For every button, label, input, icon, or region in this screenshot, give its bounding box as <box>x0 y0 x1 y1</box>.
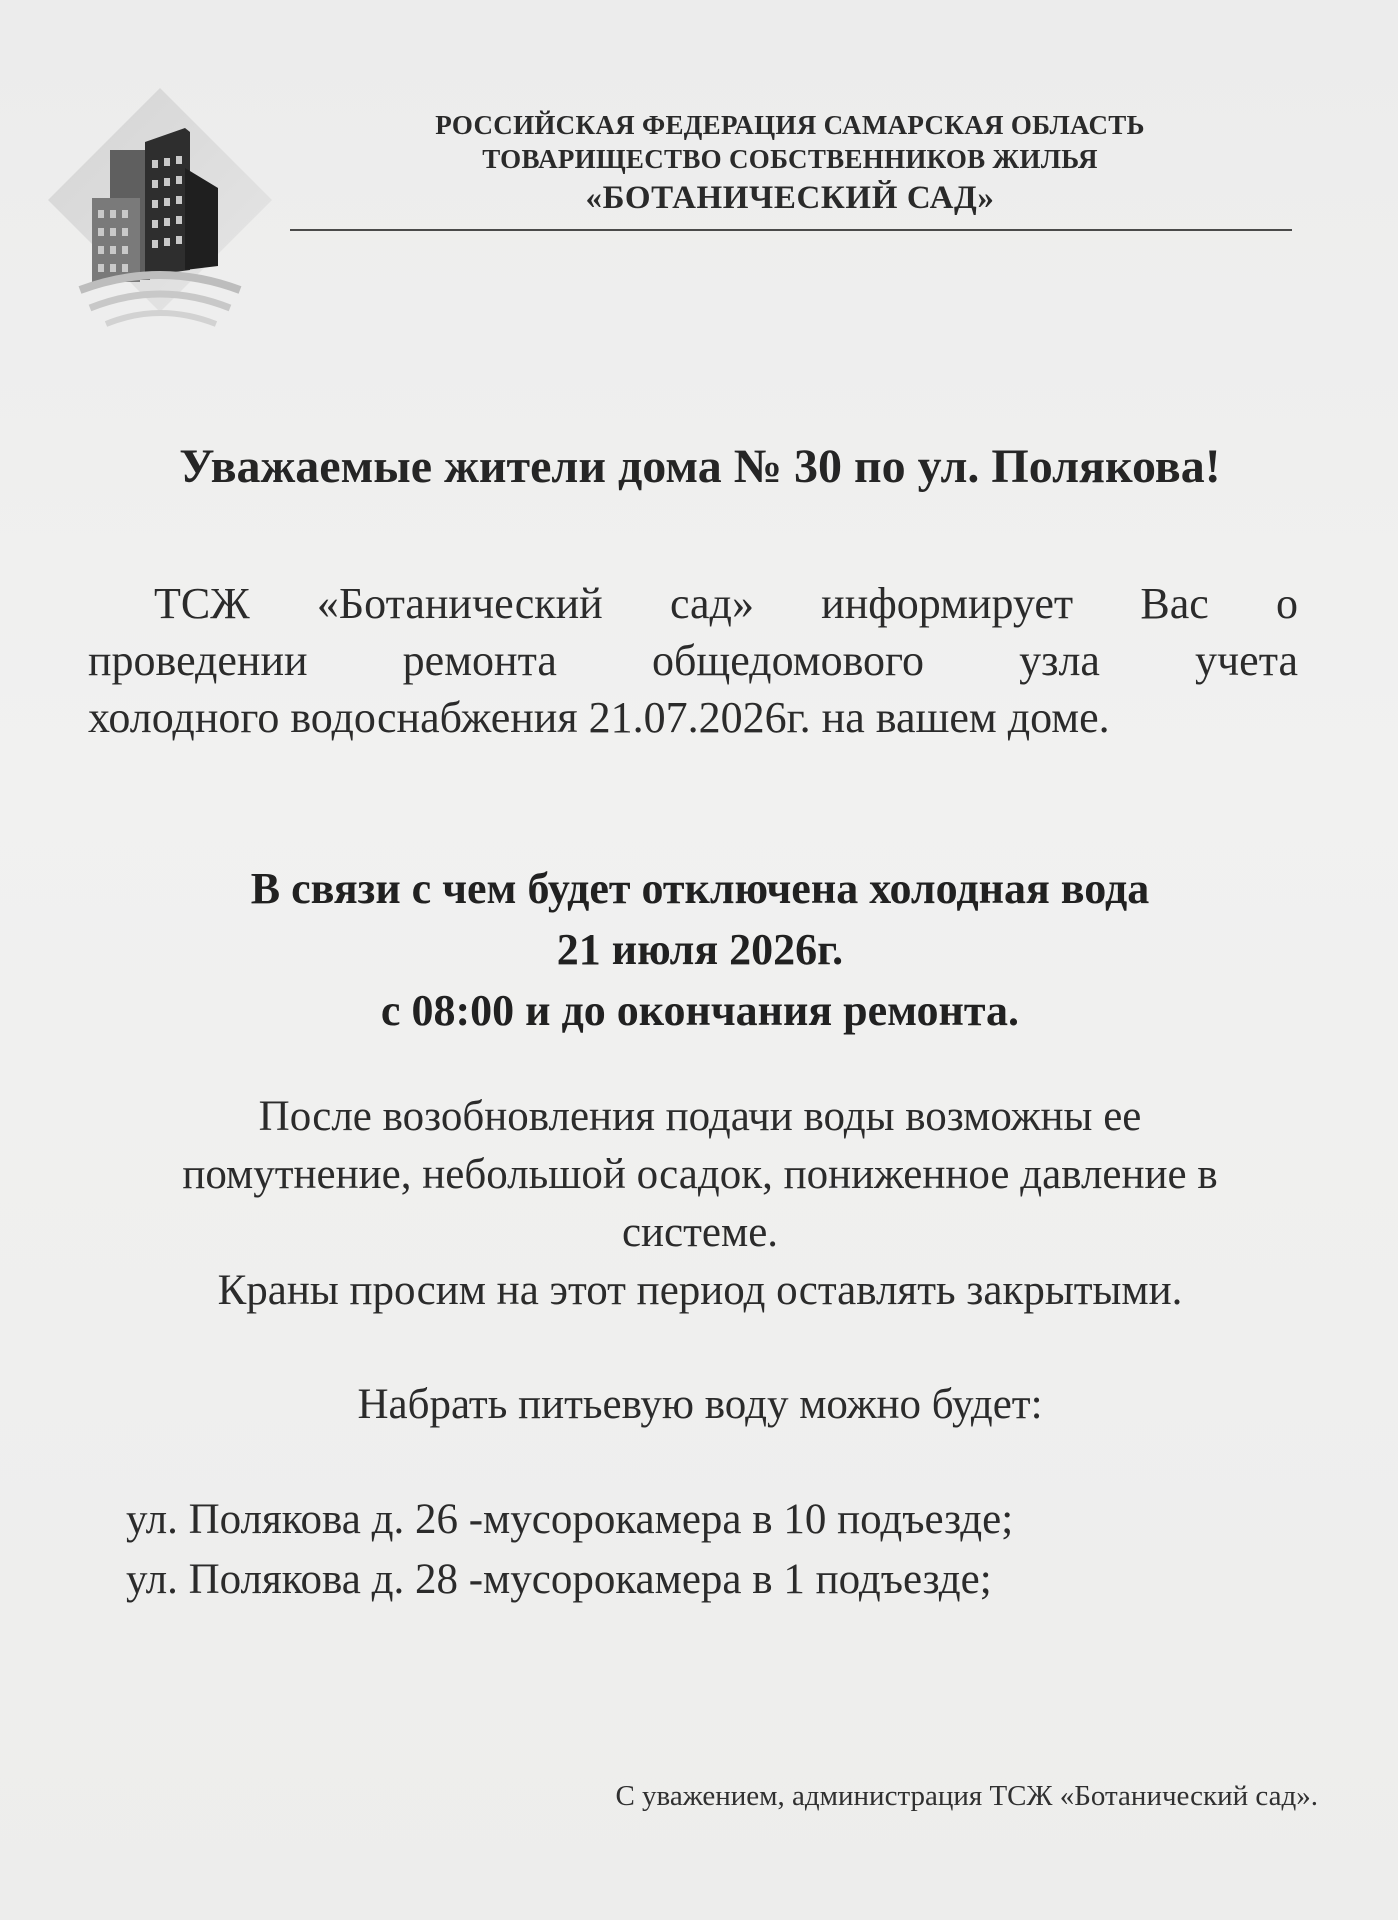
intro-line: проведении ремонта общедомового узла учета <box>88 636 1298 685</box>
after-line: Краны просим на этот период оставлять закрытыми. <box>217 1267 1183 1314</box>
intro-paragraph <box>88 575 1298 746</box>
after-line: После возобновления подачи воды возможны ее <box>258 1093 1142 1140</box>
location-item: ул. Полякова д. 28 -мусорокамера в 1 подъезде; <box>126 1556 992 1603</box>
intro-line: ТСЖ «Ботанический сад» информирует Вас о <box>154 579 1298 628</box>
location-item: ул. Полякова д. 26 -мусорокамера в 10 подъезде; <box>126 1496 1014 1543</box>
organization-header <box>290 108 1290 220</box>
org-country-region: РОССИЙСКАЯ ФЕДЕРАЦИЯ САМАРСКАЯ ОБЛАСТЬ <box>435 110 1145 140</box>
notice-date: 21 июля 2026г. <box>556 925 844 974</box>
water-shutdown-notice <box>60 858 1340 1041</box>
after-restoration-paragraph <box>60 1088 1340 1320</box>
org-name: «БОТАНИЧЕСКИЙ САД» <box>585 180 995 216</box>
after-line: системе. <box>621 1209 779 1256</box>
signature: С уважением, администрация ТСЖ «Ботанический сад». <box>615 1780 1318 1812</box>
drinking-water-locations <box>126 1490 1326 1610</box>
after-line: помутнение, небольшой осадок, пониженное давление в <box>182 1151 1218 1198</box>
notice-time: с 08:00 и до окончания ремонта. <box>380 986 1020 1035</box>
drinking-water-title: Набрать питьевую воду можно будет: <box>357 1381 1043 1428</box>
buildings-logo-icon <box>40 80 280 340</box>
org-type: ТОВАРИЩЕСТВО СОБСТВЕННИКОВ ЖИЛЬЯ <box>482 144 1098 174</box>
header-divider <box>290 229 1292 231</box>
notice-line: В связи с чем будет отключена холодная вода <box>250 864 1150 913</box>
intro-line: холодного водоснабжения 21.07.2026г. на вашем доме. <box>88 693 1110 742</box>
greeting-heading: Уважаемые жители дома № 30 по ул. Полякова! <box>179 440 1221 493</box>
